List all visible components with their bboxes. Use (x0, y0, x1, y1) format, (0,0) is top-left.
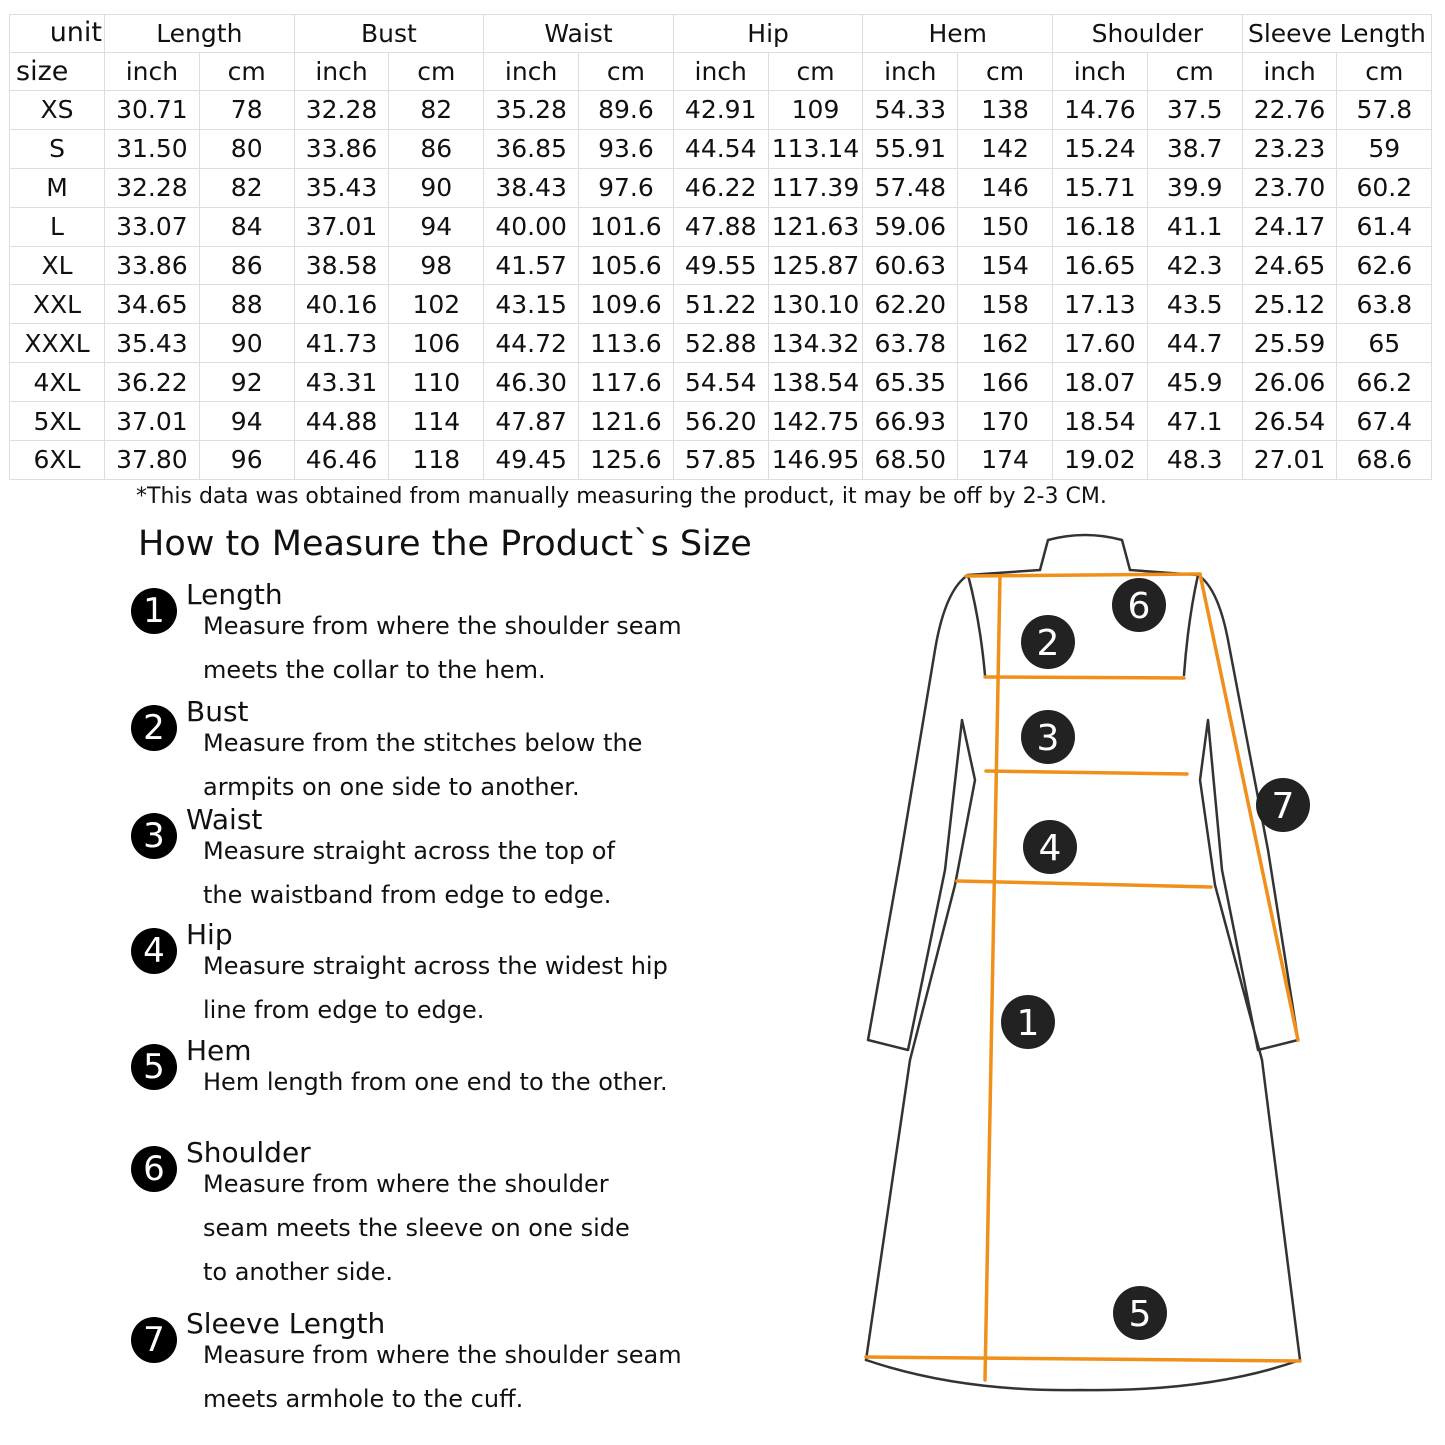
step-description: Measure from the stitches below the armpits on one side to another. (203, 729, 643, 801)
table-cell: 68.6 (1337, 441, 1432, 480)
column-header: Bust (294, 15, 484, 53)
table-cell: 125.87 (768, 246, 863, 285)
table-cell: 14.76 (1053, 91, 1148, 130)
table-cell: 45.9 (1147, 363, 1242, 402)
size-cell: S (10, 129, 105, 168)
step-number-badge: 2 (131, 705, 177, 751)
table-cell: 40.16 (294, 285, 389, 324)
table-cell: 43.5 (1147, 285, 1242, 324)
table-cell: 32.28 (105, 168, 200, 207)
table-cell: 44.72 (484, 324, 579, 363)
step-number-badge: 1 (131, 588, 177, 634)
unit-subheader: inch (294, 53, 389, 91)
table-cell: 109 (768, 91, 863, 130)
table-cell: 52.88 (673, 324, 768, 363)
table-cell: 17.13 (1053, 285, 1148, 324)
table-cell: 80 (199, 129, 294, 168)
table-cell: 121.63 (768, 207, 863, 246)
table-cell: 59 (1337, 129, 1432, 168)
table-cell: 101.6 (579, 207, 674, 246)
table-cell: 78 (199, 91, 294, 130)
step-label: Bust (186, 695, 249, 728)
step-description: Hem length from one end to the other. (203, 1068, 668, 1096)
table-cell: 32.28 (294, 91, 389, 130)
table-cell: 47.1 (1147, 402, 1242, 441)
table-cell: 24.17 (1242, 207, 1337, 246)
table-cell: 109.6 (579, 285, 674, 324)
table-cell: 90 (199, 324, 294, 363)
step-label: Hip (186, 918, 233, 951)
step-label: Shoulder (186, 1136, 311, 1169)
step-description: Measure from where the shoulder seam meets armhole to the cuff. (203, 1341, 682, 1413)
table-cell: 134.32 (768, 324, 863, 363)
table-cell: 86 (199, 246, 294, 285)
step-number-badge: 5 (131, 1044, 177, 1090)
table-cell: 106 (389, 324, 484, 363)
table-cell: 97.6 (579, 168, 674, 207)
table-cell: 33.86 (294, 129, 389, 168)
diagram-badge-label: 4 (1038, 828, 1062, 869)
step-description: Measure straight across the top of the waistband from edge to edge. (203, 837, 615, 909)
table-cell: 36.85 (484, 129, 579, 168)
table-cell: 41.1 (1147, 207, 1242, 246)
unit-subheader: inch (484, 53, 579, 91)
table-row (10, 207, 1432, 246)
size-cell: 6XL (10, 441, 105, 480)
table-cell: 18.07 (1053, 363, 1148, 402)
step-description: Measure straight across the widest hip line from edge to edge. (203, 952, 668, 1024)
unit-subheader: inch (105, 53, 200, 91)
table-cell: 125.6 (579, 441, 674, 480)
table-cell: 41.73 (294, 324, 389, 363)
step-number-badge: 3 (131, 813, 177, 859)
dress-armhole-right (1184, 575, 1198, 675)
table-row (10, 285, 1432, 324)
step-label: Waist (186, 803, 263, 836)
table-cell: 46.22 (673, 168, 768, 207)
table-cell: 66.2 (1337, 363, 1432, 402)
unit-subheader: inch (673, 53, 768, 91)
table-cell: 44.88 (294, 402, 389, 441)
table-cell: 117.39 (768, 168, 863, 207)
unit-subheader: cm (958, 53, 1053, 91)
diagram-badge-label: 1 (1016, 1003, 1040, 1044)
step-number-badge: 4 (131, 928, 177, 974)
table-cell: 166 (958, 363, 1053, 402)
table-cell: 16.65 (1053, 246, 1148, 285)
diagram-badge-label: 5 (1128, 1294, 1152, 1335)
table-cell: 93.6 (579, 129, 674, 168)
dress-diagram (850, 530, 1320, 1400)
table-cell: 43.31 (294, 363, 389, 402)
table-cell: 22.76 (1242, 91, 1337, 130)
dress-collar (1040, 535, 1130, 570)
table-cell: 42.91 (673, 91, 768, 130)
diagram-badge-3 (1021, 710, 1075, 764)
table-cell: 47.88 (673, 207, 768, 246)
size-cell: XL (10, 246, 105, 285)
table-cell: 92 (199, 363, 294, 402)
table-cell: 154 (958, 246, 1053, 285)
table-cell: 54.33 (863, 91, 958, 130)
table-cell: 82 (199, 168, 294, 207)
table-cell: 37.01 (105, 402, 200, 441)
table-cell: 37.01 (294, 207, 389, 246)
table-cell: 94 (199, 402, 294, 441)
table-cell: 57.8 (1337, 91, 1432, 130)
diagram-badge-4 (1023, 820, 1077, 874)
table-cell: 27.01 (1242, 441, 1337, 480)
table-cell: 23.23 (1242, 129, 1337, 168)
unit-subheader: cm (579, 53, 674, 91)
size-cell: 5XL (10, 402, 105, 441)
table-cell: 162 (958, 324, 1053, 363)
unit-subheader: cm (389, 53, 484, 91)
table-cell: 55.91 (863, 129, 958, 168)
table-cell: 88 (199, 285, 294, 324)
table-cell: 65.35 (863, 363, 958, 402)
table-cell: 68.50 (863, 441, 958, 480)
table-cell: 15.71 (1053, 168, 1148, 207)
table-cell: 102 (389, 285, 484, 324)
table-cell: 146 (958, 168, 1053, 207)
guide-title: How to Measure the Product`s Size (138, 524, 752, 564)
table-row (10, 91, 1432, 130)
unit-subheader: cm (768, 53, 863, 91)
unit-subheader: inch (1242, 53, 1337, 91)
size-cell: 4XL (10, 363, 105, 402)
size-cell: XXL (10, 285, 105, 324)
table-cell: 130.10 (768, 285, 863, 324)
table-cell: 24.65 (1242, 246, 1337, 285)
diagram-badge-label: 2 (1036, 623, 1060, 664)
size-cell: M (10, 168, 105, 207)
table-cell: 46.46 (294, 441, 389, 480)
hem-measure-line (866, 1357, 1300, 1361)
table-row (10, 363, 1432, 402)
table-cell: 96 (199, 441, 294, 480)
table-cell: 90 (389, 168, 484, 207)
table-cell: 33.07 (105, 207, 200, 246)
size-table (9, 14, 1432, 480)
step-number-badge: 7 (131, 1317, 177, 1363)
table-cell: 40.00 (484, 207, 579, 246)
diagram-badge-label: 3 (1036, 718, 1060, 759)
table-cell: 94 (389, 207, 484, 246)
table-cell: 46.30 (484, 363, 579, 402)
unit-subheader: cm (1147, 53, 1242, 91)
unit-subheader: inch (863, 53, 958, 91)
table-cell: 138.54 (768, 363, 863, 402)
table-cell: 146.95 (768, 441, 863, 480)
table-cell: 89.6 (579, 91, 674, 130)
table-cell: 26.54 (1242, 402, 1337, 441)
table-cell: 25.59 (1242, 324, 1337, 363)
table-cell: 19.02 (1053, 441, 1148, 480)
table-cell: 174 (958, 441, 1053, 480)
table-row (10, 402, 1432, 441)
unit-corner-cell (10, 15, 105, 53)
column-header: Sleeve Length (1242, 15, 1432, 53)
table-cell: 63.78 (863, 324, 958, 363)
table-cell: 121.6 (579, 402, 674, 441)
dress-hem-curve (866, 1360, 1300, 1390)
dress-outline-left (866, 570, 1040, 1360)
unit-subheader: inch (1053, 53, 1148, 91)
unit-subheader: cm (199, 53, 294, 91)
table-cell: 35.28 (484, 91, 579, 130)
table-cell: 47.87 (484, 402, 579, 441)
table-cell: 51.22 (673, 285, 768, 324)
table-cell: 30.71 (105, 91, 200, 130)
table-cell: 105.6 (579, 246, 674, 285)
table-cell: 49.55 (673, 246, 768, 285)
step-label: Hem (186, 1034, 252, 1067)
table-cell: 158 (958, 285, 1053, 324)
table-cell: 33.86 (105, 246, 200, 285)
measurement-note: *This data was obtained from manually measuring the product, it may be off by 2-3 CM. (136, 484, 1107, 509)
table-row (10, 441, 1432, 480)
column-header: Waist (484, 15, 674, 53)
size-cell: XXXL (10, 324, 105, 363)
diagram-badge-label: 7 (1271, 786, 1295, 827)
table-cell: 25.12 (1242, 285, 1337, 324)
table-cell: 117.6 (579, 363, 674, 402)
table-cell: 67.4 (1337, 402, 1432, 441)
table-cell: 38.43 (484, 168, 579, 207)
table-cell: 35.43 (105, 324, 200, 363)
table-cell: 63.8 (1337, 285, 1432, 324)
table-cell: 18.54 (1053, 402, 1148, 441)
table-cell: 17.60 (1053, 324, 1148, 363)
column-header: Length (105, 15, 295, 53)
table-cell: 44.54 (673, 129, 768, 168)
diagram-badge-7 (1256, 778, 1310, 832)
length-measure-line (985, 576, 1000, 1380)
table-cell: 142 (958, 129, 1053, 168)
unit-subheader: cm (1337, 53, 1432, 91)
table-cell: 39.9 (1147, 168, 1242, 207)
step-description: Measure from where the shoulder seam meets the collar to the hem. (203, 612, 682, 684)
waist-measure-line (986, 771, 1187, 774)
table-row (10, 129, 1432, 168)
table-cell: 60.63 (863, 246, 958, 285)
table-cell: 118 (389, 441, 484, 480)
unit-label: unit (49, 17, 102, 48)
dress-armhole-left (968, 575, 985, 675)
table-cell: 41.57 (484, 246, 579, 285)
table-cell: 150 (958, 207, 1053, 246)
table-cell: 66.93 (863, 402, 958, 441)
table-cell: 38.7 (1147, 129, 1242, 168)
size-cell: XS (10, 91, 105, 130)
diagram-badge-label: 6 (1127, 586, 1151, 627)
diagram-badge-1 (1001, 995, 1055, 1049)
table-cell: 60.2 (1337, 168, 1432, 207)
table-cell: 61.4 (1337, 207, 1432, 246)
step-description: Measure from where the shoulder seam meets the sleeve on one side to another side. (203, 1170, 630, 1286)
table-cell: 62.6 (1337, 246, 1432, 285)
table-cell: 57.85 (673, 441, 768, 480)
table-cell: 57.48 (863, 168, 958, 207)
table-cell: 16.18 (1053, 207, 1148, 246)
table-cell: 82 (389, 91, 484, 130)
table-cell: 170 (958, 402, 1053, 441)
table-cell: 110 (389, 363, 484, 402)
diagram-badge-2 (1021, 615, 1075, 669)
table-cell: 15.24 (1053, 129, 1148, 168)
table-cell: 44.7 (1147, 324, 1242, 363)
column-header: Hip (673, 15, 863, 53)
table-cell: 65 (1337, 324, 1432, 363)
table-cell: 59.06 (863, 207, 958, 246)
step-label: Sleeve Length (186, 1307, 386, 1340)
table-cell: 35.43 (294, 168, 389, 207)
step-label: Length (186, 578, 283, 611)
table-cell: 43.15 (484, 285, 579, 324)
table-cell: 38.58 (294, 246, 389, 285)
table-cell: 31.50 (105, 129, 200, 168)
table-cell: 113.6 (579, 324, 674, 363)
table-row (10, 324, 1432, 363)
table-cell: 62.20 (863, 285, 958, 324)
table-cell: 37.5 (1147, 91, 1242, 130)
table-cell: 49.45 (484, 441, 579, 480)
size-label: size (10, 53, 105, 91)
diagram-badge-5 (1113, 1286, 1167, 1340)
table-row (10, 168, 1432, 207)
table-cell: 113.14 (768, 129, 863, 168)
table-cell: 34.65 (105, 285, 200, 324)
bust-measure-line (985, 677, 1184, 678)
table-cell: 42.3 (1147, 246, 1242, 285)
table-cell: 56.20 (673, 402, 768, 441)
size-cell: L (10, 207, 105, 246)
table-cell: 26.06 (1242, 363, 1337, 402)
table-cell: 36.22 (105, 363, 200, 402)
table-row (10, 246, 1432, 285)
step-number-badge: 6 (131, 1146, 177, 1192)
table-cell: 98 (389, 246, 484, 285)
table-cell: 142.75 (768, 402, 863, 441)
column-header: Shoulder (1053, 15, 1243, 53)
table-cell: 138 (958, 91, 1053, 130)
column-header: Hem (863, 15, 1053, 53)
table-cell: 48.3 (1147, 441, 1242, 480)
dress-outline-right (1127, 570, 1300, 1360)
table-cell: 37.80 (105, 441, 200, 480)
table-cell: 114 (389, 402, 484, 441)
diagram-badge-6 (1112, 578, 1166, 632)
table-cell: 23.70 (1242, 168, 1337, 207)
table-cell: 86 (389, 129, 484, 168)
table-cell: 84 (199, 207, 294, 246)
table-cell: 54.54 (673, 363, 768, 402)
